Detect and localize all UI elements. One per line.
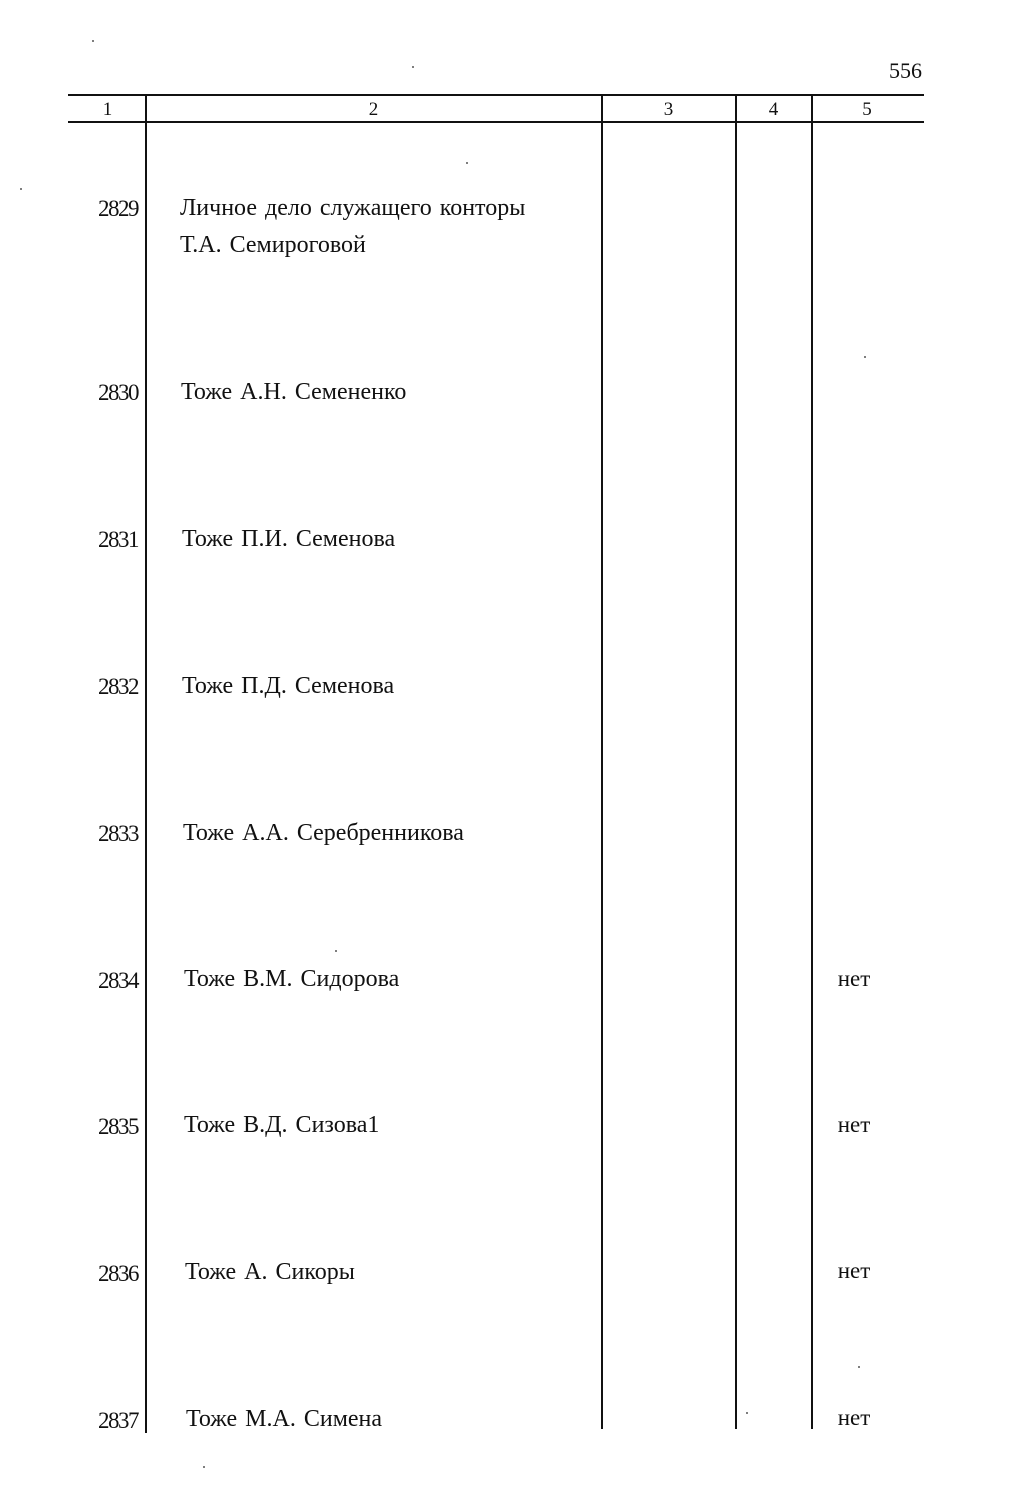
column-header-5: 5 <box>862 99 872 120</box>
scan-speck <box>203 1466 205 1468</box>
scan-speck <box>864 356 866 358</box>
row-number: 2829 <box>98 196 138 221</box>
scan-speck <box>412 66 414 68</box>
row-number: 2831 <box>98 527 138 552</box>
row-number: 2833 <box>98 821 138 846</box>
row-number: 2837 <box>98 1408 138 1433</box>
column-header-3: 3 <box>663 99 674 120</box>
row-note: нет <box>837 966 871 991</box>
column-divider-3 <box>735 95 737 1429</box>
row-number: 2836 <box>98 1261 138 1286</box>
scan-speck <box>466 162 468 164</box>
column-header-4: 4 <box>768 99 779 120</box>
column-divider-2 <box>601 95 603 1429</box>
row-description-line: Тоже В.М. Сидорова <box>184 966 400 992</box>
scan-speck <box>92 40 94 42</box>
table-header-rule <box>68 121 924 123</box>
table-top-rule <box>68 94 924 96</box>
row-description-line: Тоже П.И. Семенова <box>182 526 396 552</box>
column-header-2: 2 <box>368 99 379 120</box>
column-divider-1 <box>145 95 147 1433</box>
row-description-line: Тоже А. Сикоры <box>185 1259 355 1285</box>
row-number: 2832 <box>98 674 138 699</box>
scan-speck <box>20 188 22 190</box>
scan-speck <box>858 1366 860 1368</box>
row-description-line: Тоже А.А. Серебренникова <box>183 820 464 846</box>
scan-speck <box>746 1412 748 1414</box>
row-note: нет <box>837 1405 871 1430</box>
column-header-1: 1 <box>102 99 113 120</box>
row-number: 2834 <box>98 968 138 993</box>
row-description-line: Тоже П.Д. Семенова <box>182 673 395 699</box>
column-divider-4 <box>811 95 813 1429</box>
row-description-line: Тоже А.Н. Семененко <box>181 379 407 405</box>
page-number: 556 <box>889 58 922 83</box>
row-note: нет <box>837 1112 871 1137</box>
row-number: 2835 <box>98 1114 138 1139</box>
row-note: нет <box>837 1258 871 1283</box>
row-description-line: Тоже В.Д. Сизова1 <box>184 1112 380 1138</box>
row-description-line: Личное дело служащего конторы <box>180 195 526 221</box>
row-description-line: Тоже М.А. Симена <box>186 1406 383 1432</box>
row-number: 2830 <box>98 380 138 405</box>
scan-speck <box>335 950 337 952</box>
row-description-line: Т.А. Семироговой <box>180 232 366 258</box>
